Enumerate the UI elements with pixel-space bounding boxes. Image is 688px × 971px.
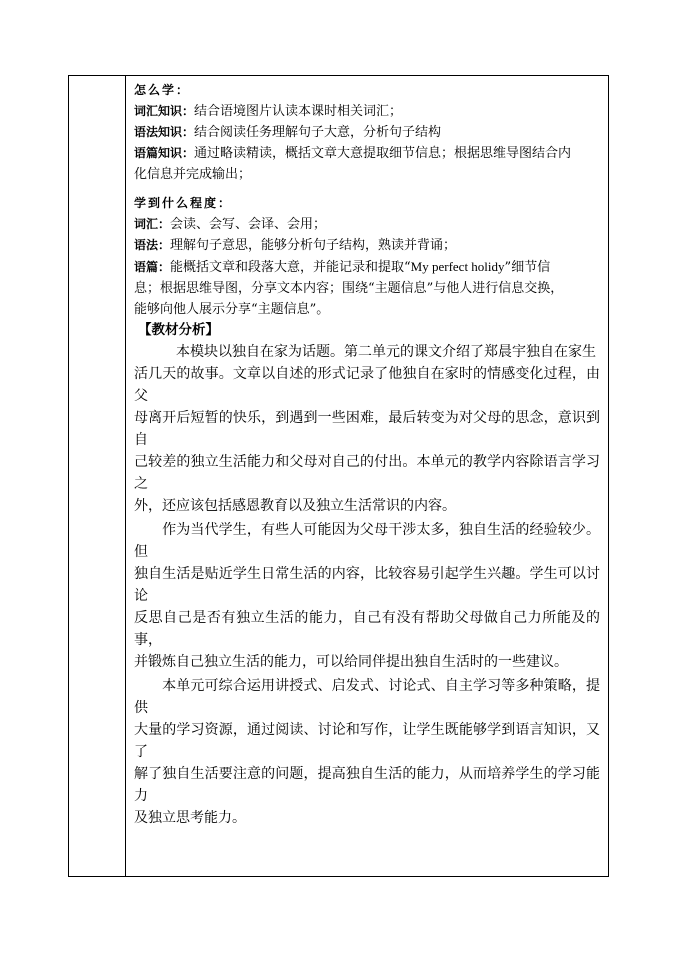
paragraph-line: 本模块以独自在家为话题。第二单元的课文介绍了郑晨宇独自在家生 — [176, 344, 596, 360]
vocab-knowledge-label: 词汇知识： — [134, 104, 195, 118]
discourse-knowledge-label: 语篇知识： — [134, 146, 195, 160]
paragraph-line: 并锻炼自己独立生活的能力，可以给同伴提出独自生活时的一些建议。 — [134, 654, 568, 670]
level-discourse-text-a: 能概括文章和段落大意，并能记录和提取“ — [170, 260, 411, 275]
table-left-cell — [69, 76, 126, 876]
level-vocab-text: 会读、会写、会译、会用； — [170, 217, 327, 232]
vocab-knowledge-text: 结合语境图片认读本课时相关词汇； — [194, 104, 403, 119]
table-right-cell — [126, 76, 608, 876]
paragraph-line: 独自生活是贴近学生日常生活的内容，比较容易引起学生兴趣。学生可以讨论 — [134, 566, 600, 604]
grammar-knowledge-text: 结合阅读任务理解句子大意，分析句子结构 — [194, 125, 442, 140]
analysis-paragraph-1 — [134, 341, 600, 517]
paragraph-line: 反思自己是否有独立生活的能力，自己有没有帮助父母做自己力所能及的事， — [134, 610, 600, 648]
analysis-paragraph-3 — [134, 675, 600, 829]
paragraph-line: 己较差的独立生活能力和父母对自己的付出。本单元的教学内容除语言学习之 — [134, 454, 600, 492]
paragraph-line: 母离开后短暂的快乐，到遇到一些困难，最后转变为对父母的思念，意识到自 — [134, 410, 600, 448]
level-vocab-line — [134, 214, 600, 235]
level-vocab-label: 词汇： — [134, 217, 171, 231]
paragraph-line: 解了独自生活要注意的问题，提高独自生活的能力，从而培养学生的学习能力 — [134, 766, 600, 804]
grammar-knowledge-label: 语法知识： — [134, 125, 195, 139]
paragraph-line: 作为当代学生，有些人可能因为父母干涉太多，独自生活的经验较少。但 — [134, 522, 600, 560]
level-discourse-line-3: 能够向他人展示分享“主题信息”。 — [134, 302, 330, 317]
level-discourse-line — [134, 256, 600, 278]
discourse-knowledge-line — [134, 143, 600, 164]
level-grammar-label: 语法： — [134, 238, 171, 252]
level-grammar-text: 理解句子意思，能够分析句子结构，熟读并背诵； — [170, 238, 457, 253]
mastery-level-heading: 学到什么程度： — [134, 196, 233, 210]
textbook-analysis-heading: 【教材分析】 — [138, 322, 219, 338]
how-to-learn-heading: 怎么学： — [134, 83, 191, 97]
paragraph-line: 及独立思考能力。 — [134, 810, 246, 826]
paragraph-line: 本单元可综合运用讲授式、启发式、讨论式、自主学习等多种策略，提供 — [134, 678, 600, 716]
paragraph-line: 大量的学习资源，通过阅读、讨论和写作，让学生既能够学到语言知识，又了 — [134, 722, 600, 760]
level-grammar-line — [134, 235, 600, 256]
level-discourse-label: 语篇： — [134, 260, 171, 274]
lesson-table — [68, 75, 609, 877]
paragraph-line: 活几天的故事。文章以自述的形式记录了他独自在家时的情感变化过程，由父 — [134, 366, 600, 404]
analysis-paragraph-2 — [134, 519, 600, 673]
discourse-knowledge-text: 通过略读精读，概括文章大意提取细节信息；根据思维导图结合内 — [194, 146, 572, 161]
level-discourse-english: My perfect holidy — [410, 259, 505, 274]
paragraph-line: 外，还应该包括感恩教育以及独立生活常识的内容。 — [134, 498, 456, 514]
discourse-knowledge-line-2: 化信息并完成输出； — [134, 167, 252, 182]
level-discourse-text-b: ”细节信 — [504, 260, 551, 275]
level-discourse-line-2: 息；根据思维导图，分享文本内容；围绕“主题信息”与他人进行信息交换， — [134, 281, 564, 296]
grammar-knowledge-line — [134, 122, 600, 143]
vocab-knowledge-line — [134, 101, 600, 122]
